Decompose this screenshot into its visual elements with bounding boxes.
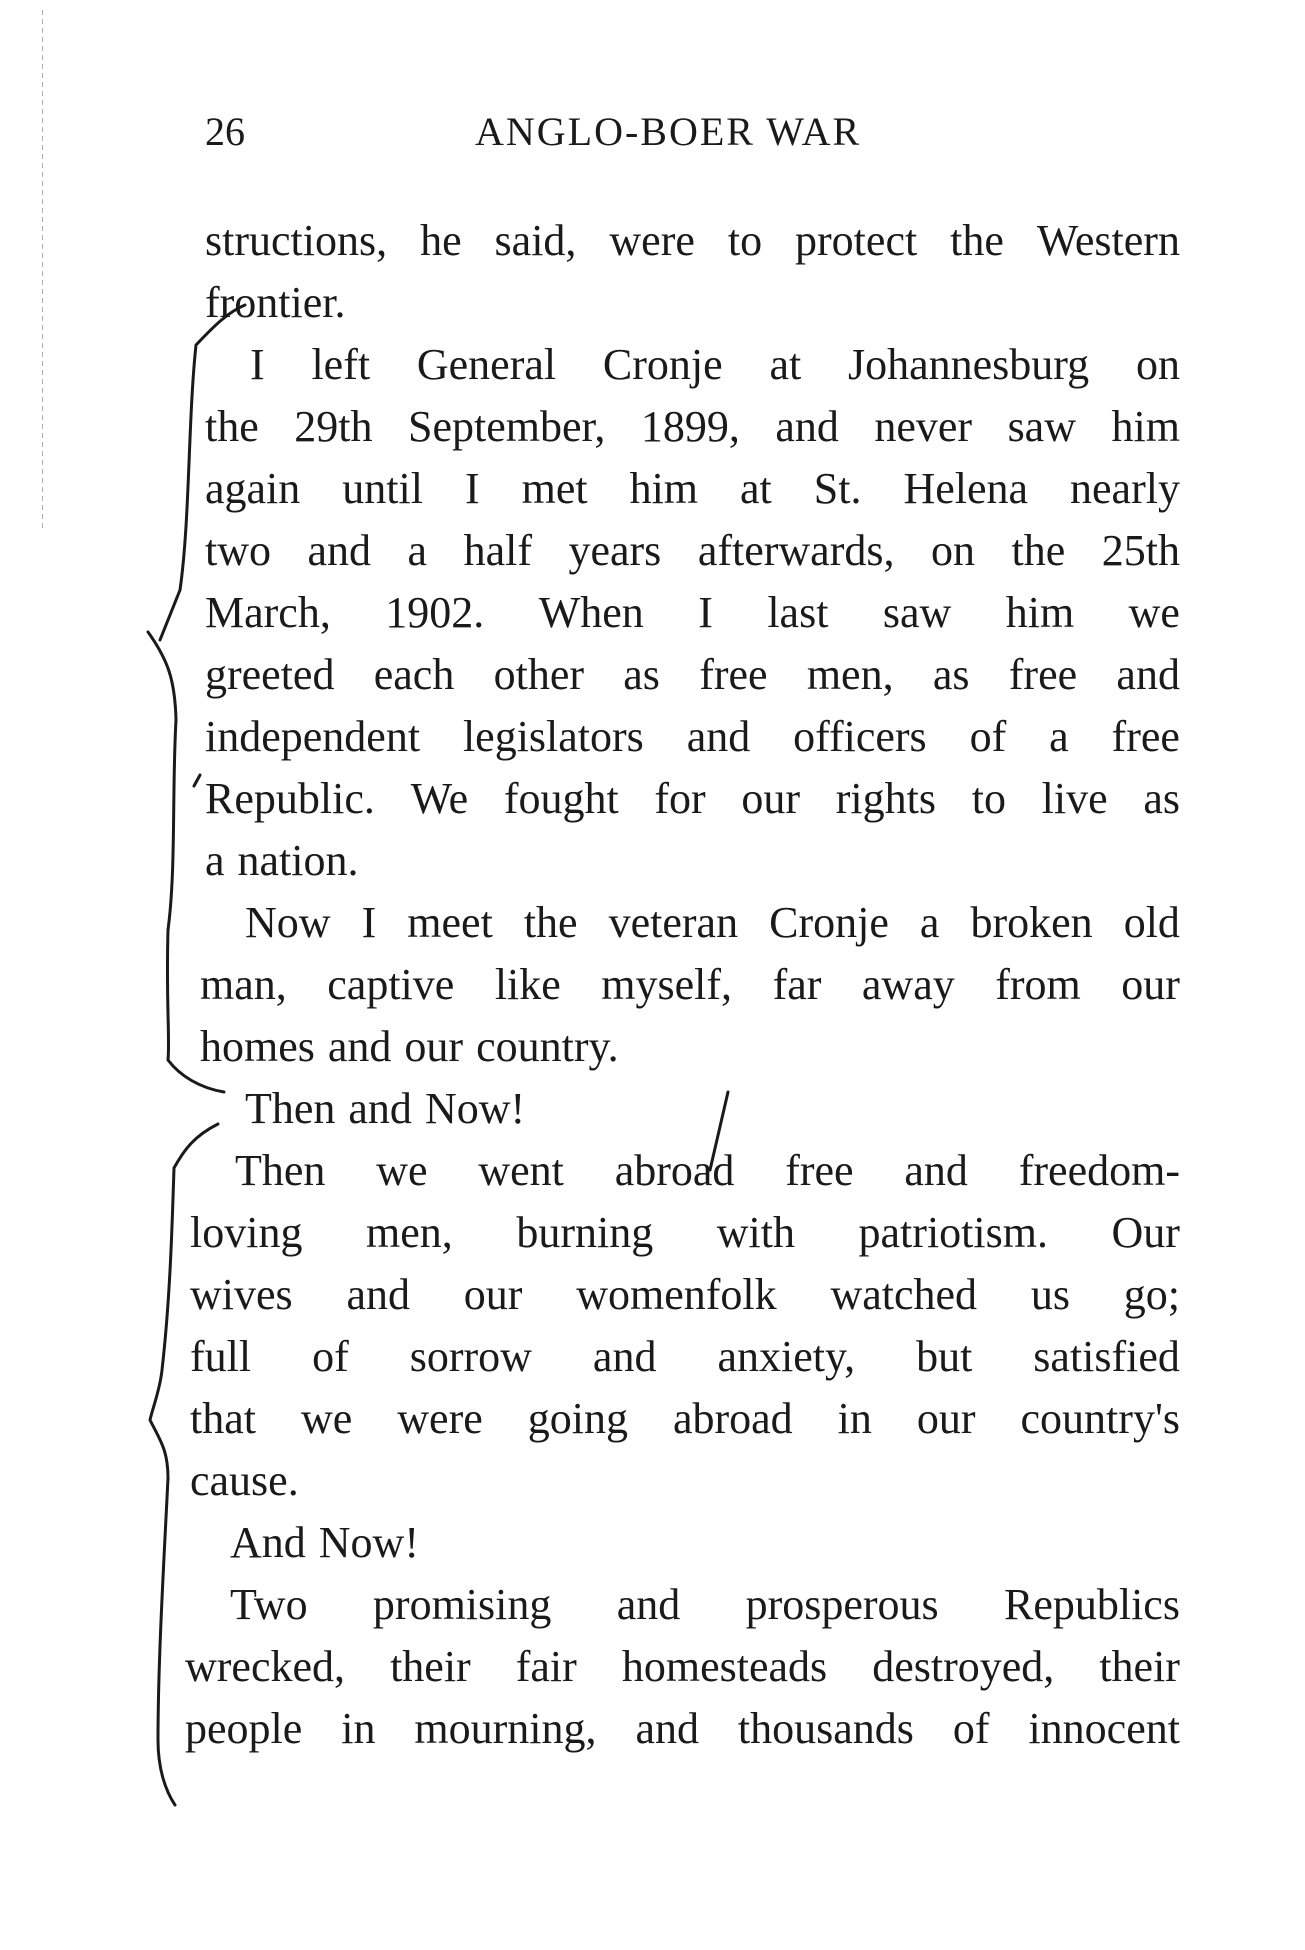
text-line: structions, he said, were to protect the Western	[205, 216, 1180, 265]
text-line: man, captive like myself, far away from our	[200, 960, 1180, 1009]
page-number: 26	[205, 109, 245, 154]
text-line: And Now!	[230, 1518, 419, 1567]
text-line: again until I met him at St. Helena nearly	[205, 464, 1180, 513]
text-line: I left General Cronje at Johannesburg on	[250, 340, 1180, 389]
text-line: March, 1902. When I last saw him we	[205, 588, 1180, 637]
text-line: people in mourning, and thousands of innocent	[185, 1704, 1180, 1753]
text-line: a nation.	[205, 836, 359, 885]
text-line: Republic. We fought for our rights to live as	[205, 774, 1180, 823]
running-head	[205, 108, 1205, 158]
text-line: homes and our country.	[200, 1022, 619, 1071]
scan-gutter-line	[42, 10, 43, 530]
text-line: Now I meet the veteran Cronje a broken old	[245, 898, 1180, 947]
text-line: wives and our womenfolk watched us go;	[190, 1270, 1180, 1319]
text-line: Two promising and prosperous Republics	[230, 1580, 1180, 1629]
text-line: that we were going abroad in our country's	[190, 1394, 1180, 1443]
text-line: Then we went abroad free and freedom-	[235, 1146, 1180, 1195]
margin-tick-mark	[194, 775, 200, 786]
text-line: loving men, burning with patriotism. Our	[190, 1208, 1180, 1257]
text-line: full of sorrow and anxiety, but satisfied	[190, 1332, 1180, 1381]
text-line: two and a half years afterwards, on the 25th	[205, 526, 1180, 575]
text-line: cause.	[190, 1456, 299, 1505]
text-line: greeted each other as free men, as free and	[205, 650, 1180, 699]
text-line: the 29th September, 1899, and never saw him	[205, 402, 1180, 451]
text-line: wrecked, their fair homesteads destroyed, their	[185, 1642, 1180, 1691]
text-line: independent legislators and officers of a free	[205, 712, 1180, 761]
text-line: frontier.	[205, 278, 346, 327]
text-line: Then and Now!	[245, 1084, 526, 1133]
running-title: ANGLO-BOER WAR	[475, 109, 862, 154]
